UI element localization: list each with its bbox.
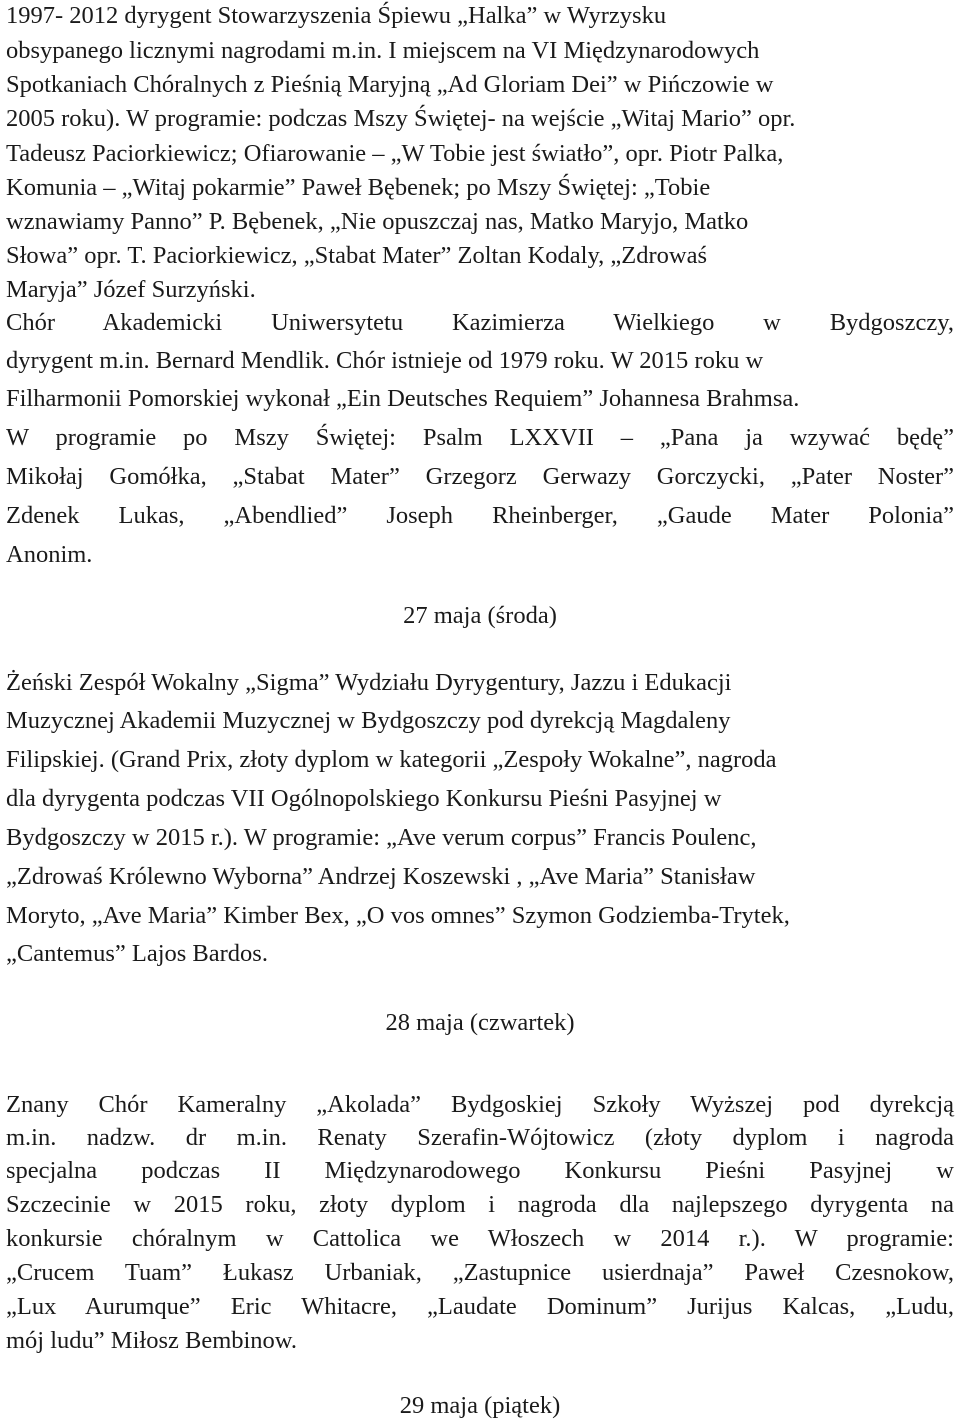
date-heading-29-maja: 29 maja (piątek) <box>399 1392 561 1419</box>
text-line: Tadeusz Paciorkiewicz; Ofiarowanie – „W Tobie jest światło”, opr. Piotr Palka, <box>6 140 784 167</box>
text-line: Muzycznej Akademii Muzycznej w Bydgoszczy pod dyrekcją Magdaleny <box>6 707 731 734</box>
text-line: 2005 roku). W programie: podczas Mszy Świętej- na wejście „Witaj Mario” opr. <box>6 105 796 132</box>
date-heading-27-maja: 27 maja (środa) <box>403 602 557 629</box>
text-line: „Crucem Tuam” Łukasz Urbaniak, „Zastupnice usierdnaja” Paweł Czesnokow, <box>6 1259 954 1286</box>
text-line: Anonim. <box>6 541 93 568</box>
text-line: Żeński Zespół Wokalny „Sigma” Wydziału Dyrygentury, Jazzu i Edukacji <box>6 669 732 696</box>
text-line: dla dyrygenta podczas VII Ogólnopolskiego Konkursu Pieśni Pasyjnej w <box>6 785 722 812</box>
text-line: Słowa” opr. T. Paciorkiewicz, „Stabat Mater” Zoltan Kodaly, „Zdrowaś <box>6 242 707 269</box>
text-line: Filipskiej. (Grand Prix, złoty dyplom w kategorii „Zespoły Wokalne”, nagroda <box>6 746 777 773</box>
text-line: Mikołaj Gomółka, „Stabat Mater” Grzegorz Gerwazy Gorczycki, „Pater Noster” <box>6 463 954 490</box>
text-line: obsypanego licznymi nagrodami m.in. I miejscem na VI Międzynarodowych <box>6 37 760 64</box>
text-line: Zdenek Lukas, „Abendlied” Joseph Rheinberger, „Gaude Mater Polonia” <box>6 502 954 529</box>
text-line: Spotkaniach Chóralnych z Pieśnią Maryjną „Ad Gloriam Dei” w Pińczowie w <box>6 71 774 98</box>
text-line: konkursie chóralnym w Cattolica we Włoszech w 2014 r.). W programie: <box>6 1225 954 1252</box>
text-line: „Zdrowaś Królewno Wyborna” Andrzej Koszewski , „Ave Maria” Stanisław <box>6 863 756 890</box>
text-line: dyrygent m.in. Bernard Mendlik. Chór istnieje od 1979 roku. W 2015 roku w <box>6 347 764 374</box>
text-line: specjalna podczas II Międzynarodowego Konkursu Pieśni Pasyjnej w <box>6 1157 954 1184</box>
text-line: Komunia – „Witaj pokarmie” Paweł Bębenek; po Mszy Świętej: „Tobie <box>6 174 711 201</box>
date-heading-28-maja: 28 maja (czwartek) <box>385 1009 575 1036</box>
text-line: 1997- 2012 dyrygent Stowarzyszenia Śpiewu „Halka” w Wyrzysku <box>6 2 667 29</box>
text-line: W programie po Mszy Świętej: Psalm LXXVII – „Pana ja wzywać będę” <box>6 424 954 451</box>
text-line: m.in. nadzw. dr m.in. Renaty Szerafin-Wójtowicz (złoty dyplom i nagroda <box>6 1124 954 1151</box>
text-line: „Cantemus” Lajos Bardos. <box>6 940 268 967</box>
text-line: Moryto, „Ave Maria” Kimber Bex, „O vos omnes” Szymon Godziemba-Trytek, <box>6 902 790 929</box>
text-line: Chór Akademicki Uniwersytetu Kazimierza Wielkiego w Bydgoszczy, <box>6 309 954 336</box>
text-line: Maryja” Józef Surzyński. <box>6 276 256 303</box>
text-line: Bydgoszczy w 2015 r.). W programie: „Ave verum corpus” Francis Poulenc, <box>6 824 757 851</box>
text-line: wznawiamy Panno” P. Bębenek, „Nie opuszczaj nas, Matko Maryjo, Matko <box>6 208 749 235</box>
text-line: Filharmonii Pomorskiej wykonał „Ein Deutsches Requiem” Johannesa Brahmsa. <box>6 385 800 412</box>
text-line: Szczecinie w 2015 roku, złoty dyplom i nagroda dla najlepszego dyrygenta na <box>6 1191 954 1218</box>
text-line: mój ludu” Miłosz Bembinow. <box>6 1327 298 1354</box>
text-line: Znany Chór Kameralny „Akolada” Bydgoskiej Szkoły Wyższej pod dyrekcją <box>6 1091 954 1118</box>
text-line: „Lux Aurumque” Eric Whitacre, „Laudate Dominum” Jurijus Kalcas, „Ludu, <box>6 1293 954 1320</box>
